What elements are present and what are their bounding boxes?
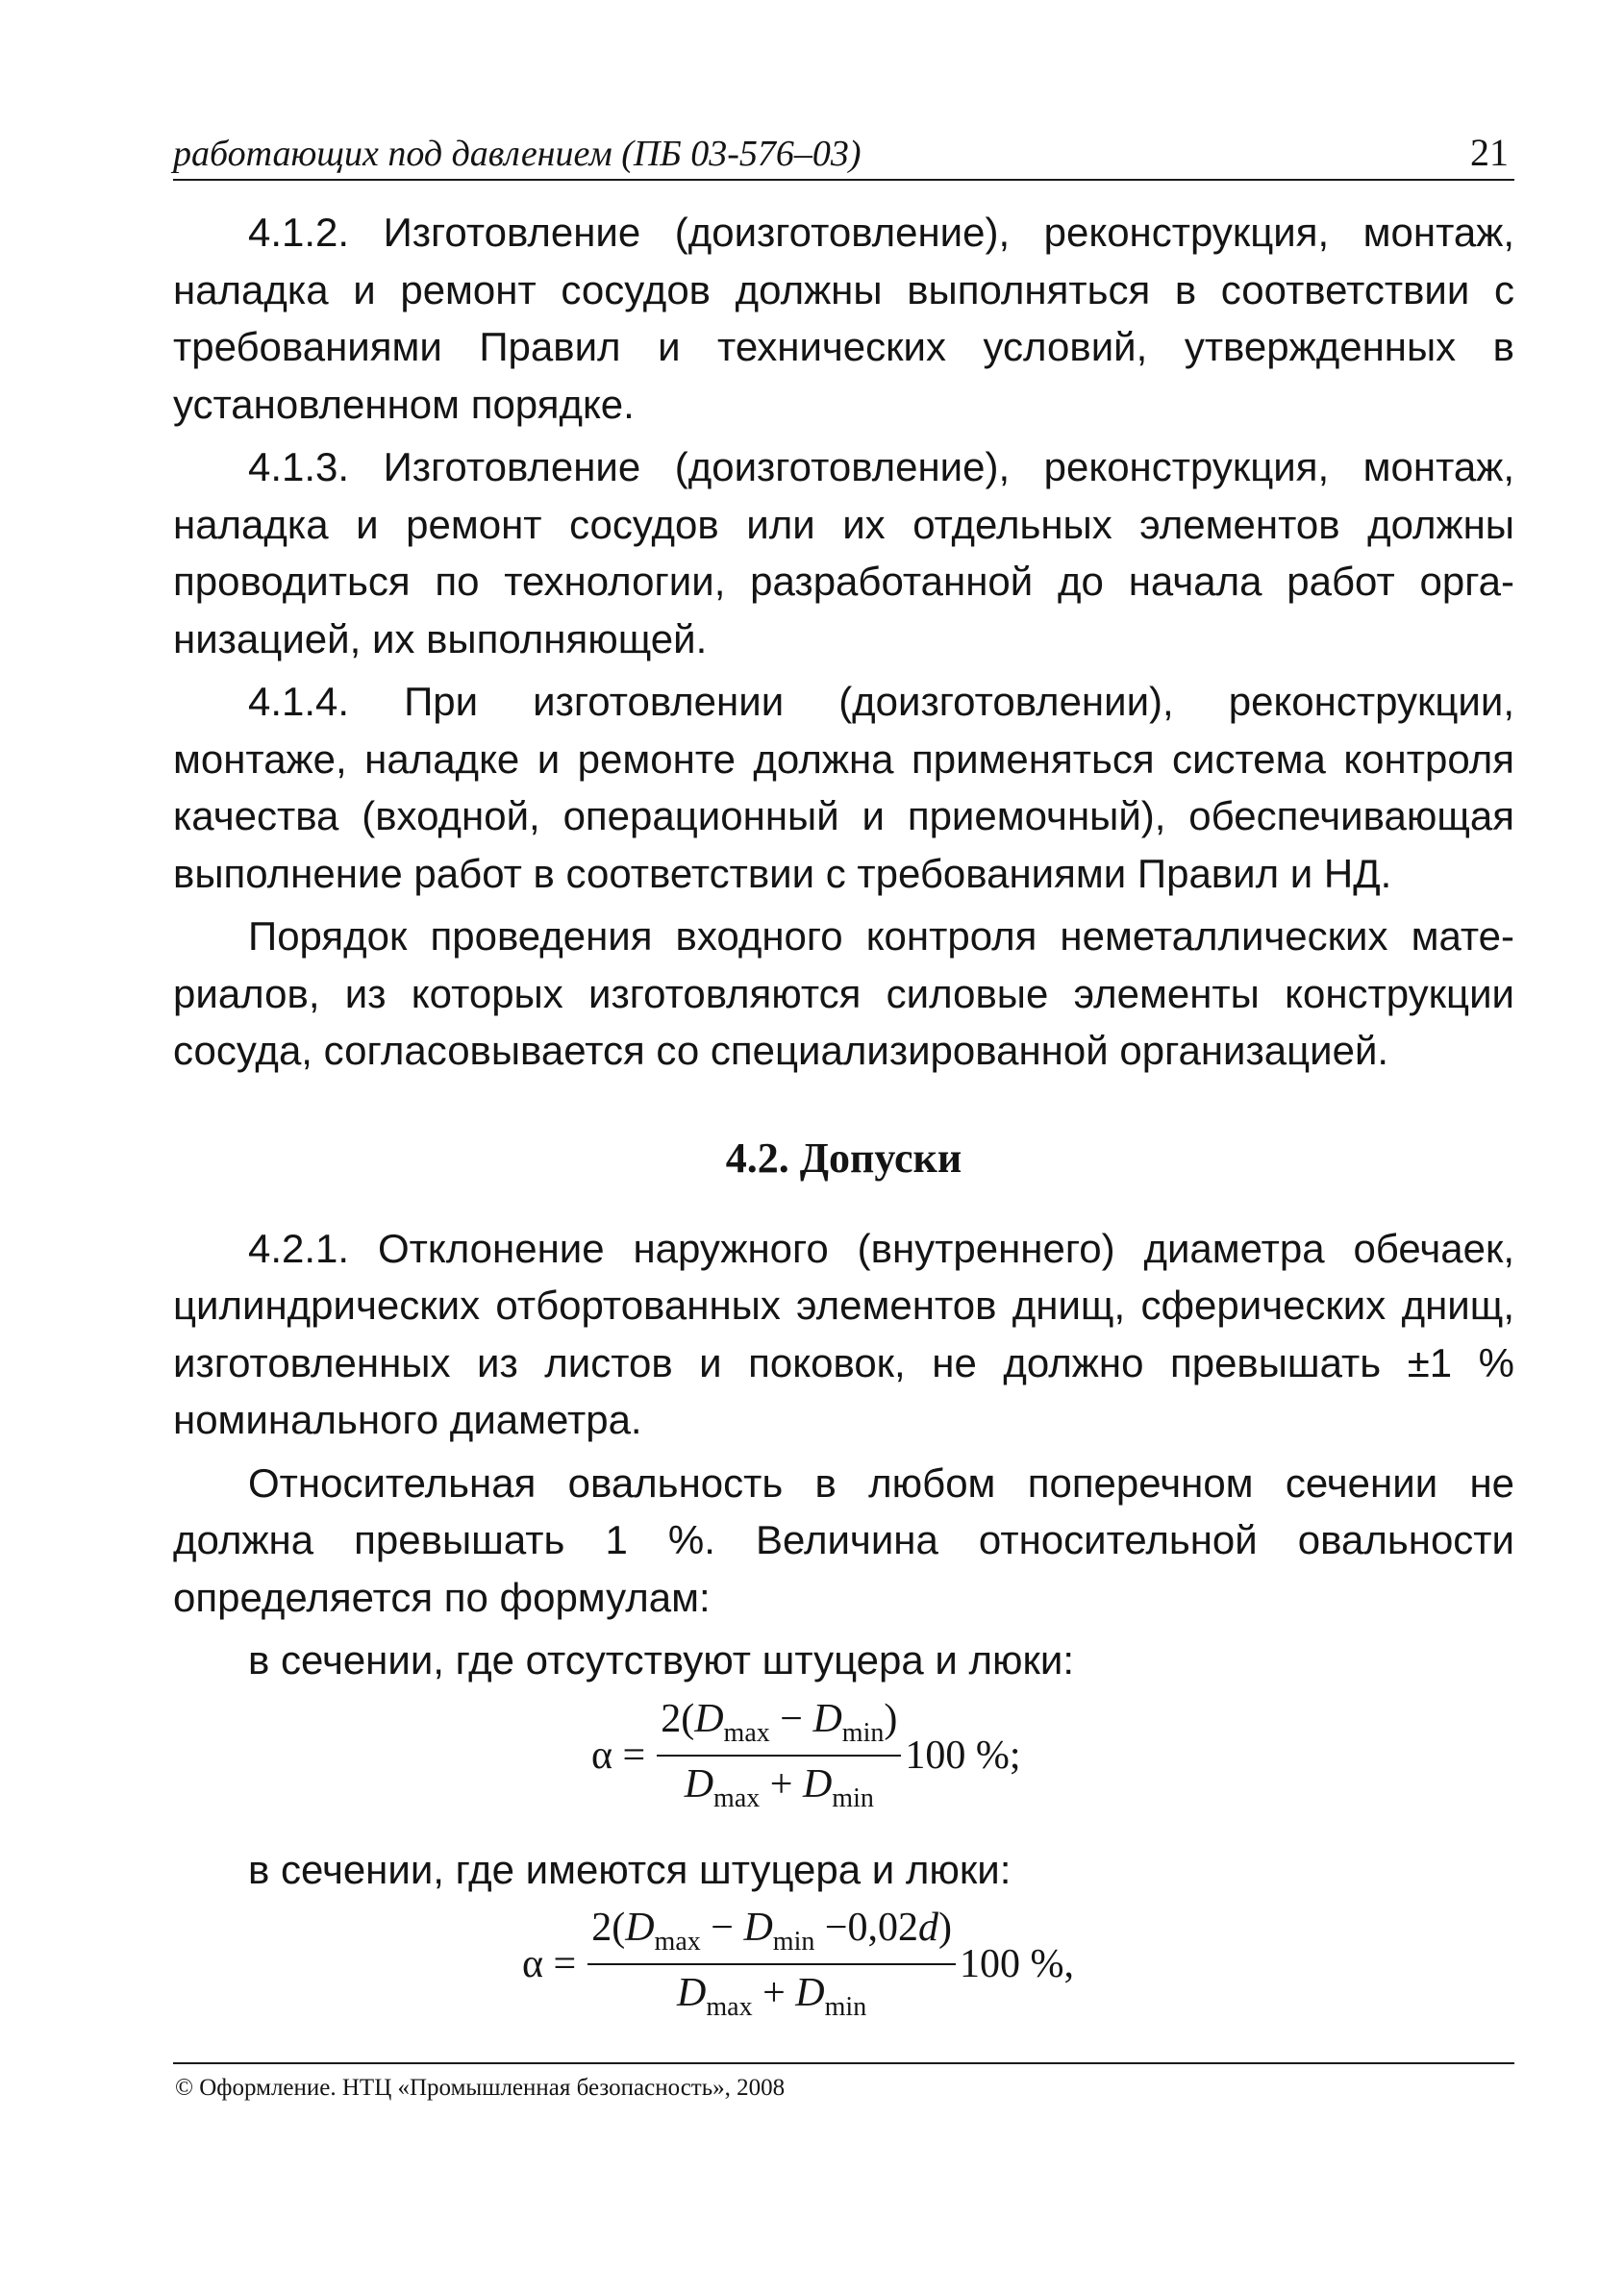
paragraph-ovality: Относительная овальность в любом поперечном сечении не должна превышать 1 %. Величина относительной овальности определяется по формулам: bbox=[173, 1459, 1514, 1620]
formula-fraction bbox=[657, 1696, 901, 1813]
formula-ovality-no-fittings bbox=[173, 1696, 1514, 1813]
running-title: работающих под давлением (ПБ 03-576–03) bbox=[173, 134, 862, 174]
running-header bbox=[173, 123, 1514, 181]
formula-numerator: $2(D_{max} - D_{min})$ bbox=[657, 1699, 901, 1757]
formula-numerator: $2(D_{max} - D_{min} -0,02d)$ bbox=[587, 1907, 956, 1965]
body-text bbox=[173, 204, 1514, 2050]
intro-with-fittings: в сечении, где имеются штуцера и люки: bbox=[248, 1846, 1012, 1892]
formula-lhs: α = bbox=[591, 1733, 646, 1778]
paragraph-input-control: Порядок проведения входного контроля неметаллических материалов, из которых изготовляются силовые элементы конструкции сосуда, согласовывается со специализированной организацией. bbox=[173, 913, 1514, 1073]
formula-denominator: $D_{max} + D_{min}$ bbox=[677, 1971, 867, 2022]
footer-copyright: © Оформление. НТЦ «Промышленная безопасность», 2008 bbox=[175, 2075, 786, 2101]
intro-no-fittings: в сечении, где отсутствуют штуцера и люки: bbox=[248, 1637, 1075, 1683]
formula-denominator: $D_{max} + D_{min}$ bbox=[684, 1761, 874, 1813]
formula-lhs: α = bbox=[522, 1942, 577, 1986]
page-number: 21 bbox=[1470, 131, 1509, 174]
paragraph-4-2-1: 4.2.1. Отклонение наружного (внутреннего) диаметра обечаек, цилиндрических отбортованных элементов днищ, сферических днищ, изготовленных из листов и поковок, не должно превышать ±1 % номинального диаметра. bbox=[173, 1225, 1514, 1442]
section-heading: 4.2. Допуски bbox=[725, 1134, 962, 1182]
paragraph-4-1-2: 4.1.2. Изготовление (доизготовление), реконструкция, монтаж, наладка и ремонт сосудов должны выполняться в соответствии с требованиями Правил и технических условий, утвержденных в установленном порядке. bbox=[173, 210, 1514, 427]
paragraph-4-1-4: 4.1.4. При изготовлении (доизготовлении), реконструкции, монтаже, наладке и ремонте должна применяться система контроля качества (входной, операционный и приемочный), обеспечивающая выполнение работ в соответствии с требованиями Правил и НД. bbox=[173, 679, 1514, 896]
formula-tail: 100 %, bbox=[960, 1942, 1075, 1986]
footer-rule bbox=[173, 2062, 1514, 2064]
formula-tail: 100 %; bbox=[905, 1733, 1021, 1778]
paragraph-4-1-3: 4.1.3. Изготовление (доизготовление), реконструкция, монтаж, наладка и ремонт сосудов или их отдельных элементов должны проводиться по технологии, разработанной до начала работ организацией, их выполняющей. bbox=[173, 444, 1514, 661]
formula-fraction bbox=[587, 1907, 956, 2021]
formula-ovality-with-fittings bbox=[173, 1907, 1514, 2021]
